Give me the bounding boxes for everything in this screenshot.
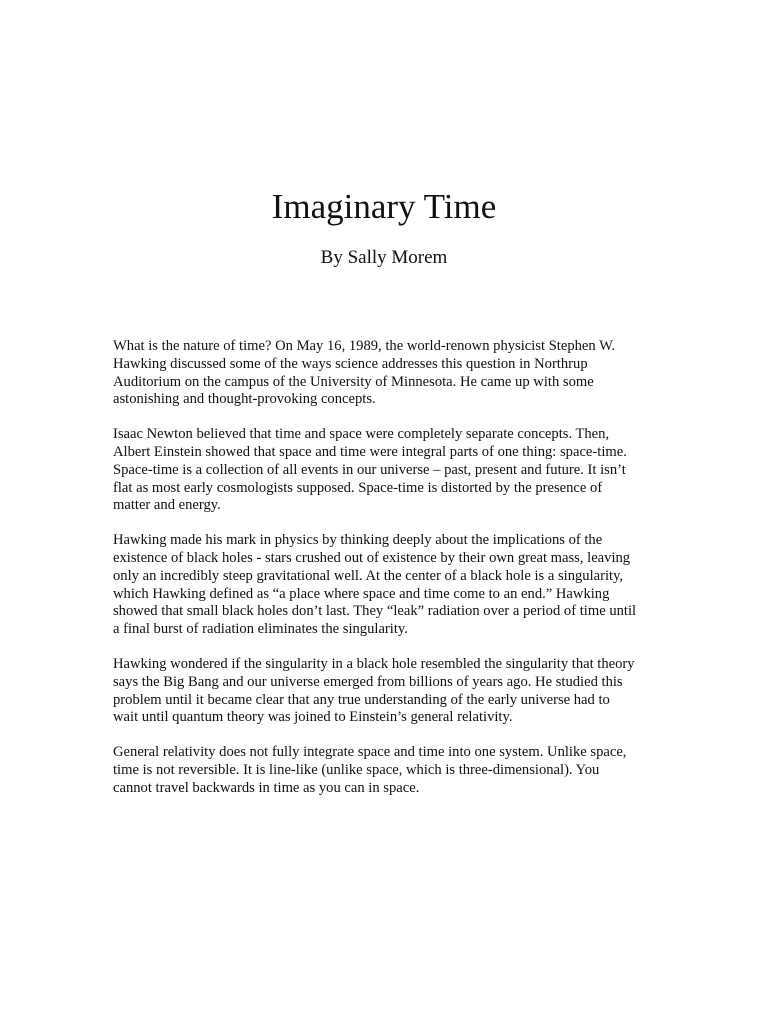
paragraph-line: Space-time is a collection of all events in our universe – past, present and future. It isn’t — [113, 461, 626, 478]
paragraph-line: Hawking made his mark in physics by thinking deeply about the implications of the — [113, 532, 603, 549]
paragraph-line: problem until it became clear that any true understanding of the early universe had to — [113, 691, 610, 708]
paragraph — [113, 656, 658, 727]
document-body — [113, 338, 658, 815]
paragraph-line: wait until quantum theory was joined to Einstein’s general relativity. — [113, 709, 513, 726]
paragraph-line: flat as most early cosmologists supposed. Space-time is distorted by the presence of — [113, 479, 603, 496]
paragraph-line: Auditorium on the campus of the University of Minnesota. He came up with some — [113, 373, 594, 390]
paragraph-line: Hawking discussed some of the ways science addresses this question in Northrup — [113, 355, 588, 372]
paragraph — [113, 426, 658, 515]
paragraph-line: Albert Einstein showed that space and time were integral parts of one thing: space-time. — [113, 443, 627, 460]
paragraph — [113, 338, 658, 409]
paragraph-line: Hawking wondered if the singularity in a black hole resembled the singularity that theory — [113, 655, 635, 672]
paragraph-line: matter and energy. — [113, 497, 221, 514]
paragraph-line: says the Big Bang and our universe emerged from billions of years ago. He studied this — [113, 673, 623, 690]
paragraph-line: cannot travel backwards in time as you can in space. — [113, 779, 420, 796]
paragraph-line: existence of black holes - stars crushed out of existence by their own great mass, leaving — [113, 549, 631, 566]
paragraph-line: showed that small black holes don’t last. They “leak” radiation over a period of time until — [113, 603, 637, 620]
paragraph-line: General relativity does not fully integrate space and time into one system. Unlike space, — [113, 744, 627, 761]
paragraph-line: Isaac Newton believed that time and space were completely separate concepts. Then, — [113, 426, 610, 443]
document-byline: By Sally Morem — [320, 247, 448, 268]
paragraph-line: a final burst of radiation eliminates the singularity. — [113, 621, 408, 638]
paragraph — [113, 744, 658, 797]
paragraph — [113, 532, 658, 639]
paragraph-line: time is not reversible. It is line-like (unlike space, which is three-dimensional). You — [113, 761, 600, 778]
paragraph-line: astonishing and thought-provoking concepts. — [113, 391, 376, 408]
paragraph-line: only an incredibly steep gravitational well. At the center of a black hole is a singularity, — [113, 567, 624, 584]
paragraph-line: which Hawking defined as “a place where space and time come to an end.” Hawking — [113, 585, 610, 602]
document-title: Imaginary Time — [271, 187, 497, 226]
paragraph-line: What is the nature of time? On May 16, 1989, the world-renown physicist Stephen W. — [113, 338, 616, 354]
